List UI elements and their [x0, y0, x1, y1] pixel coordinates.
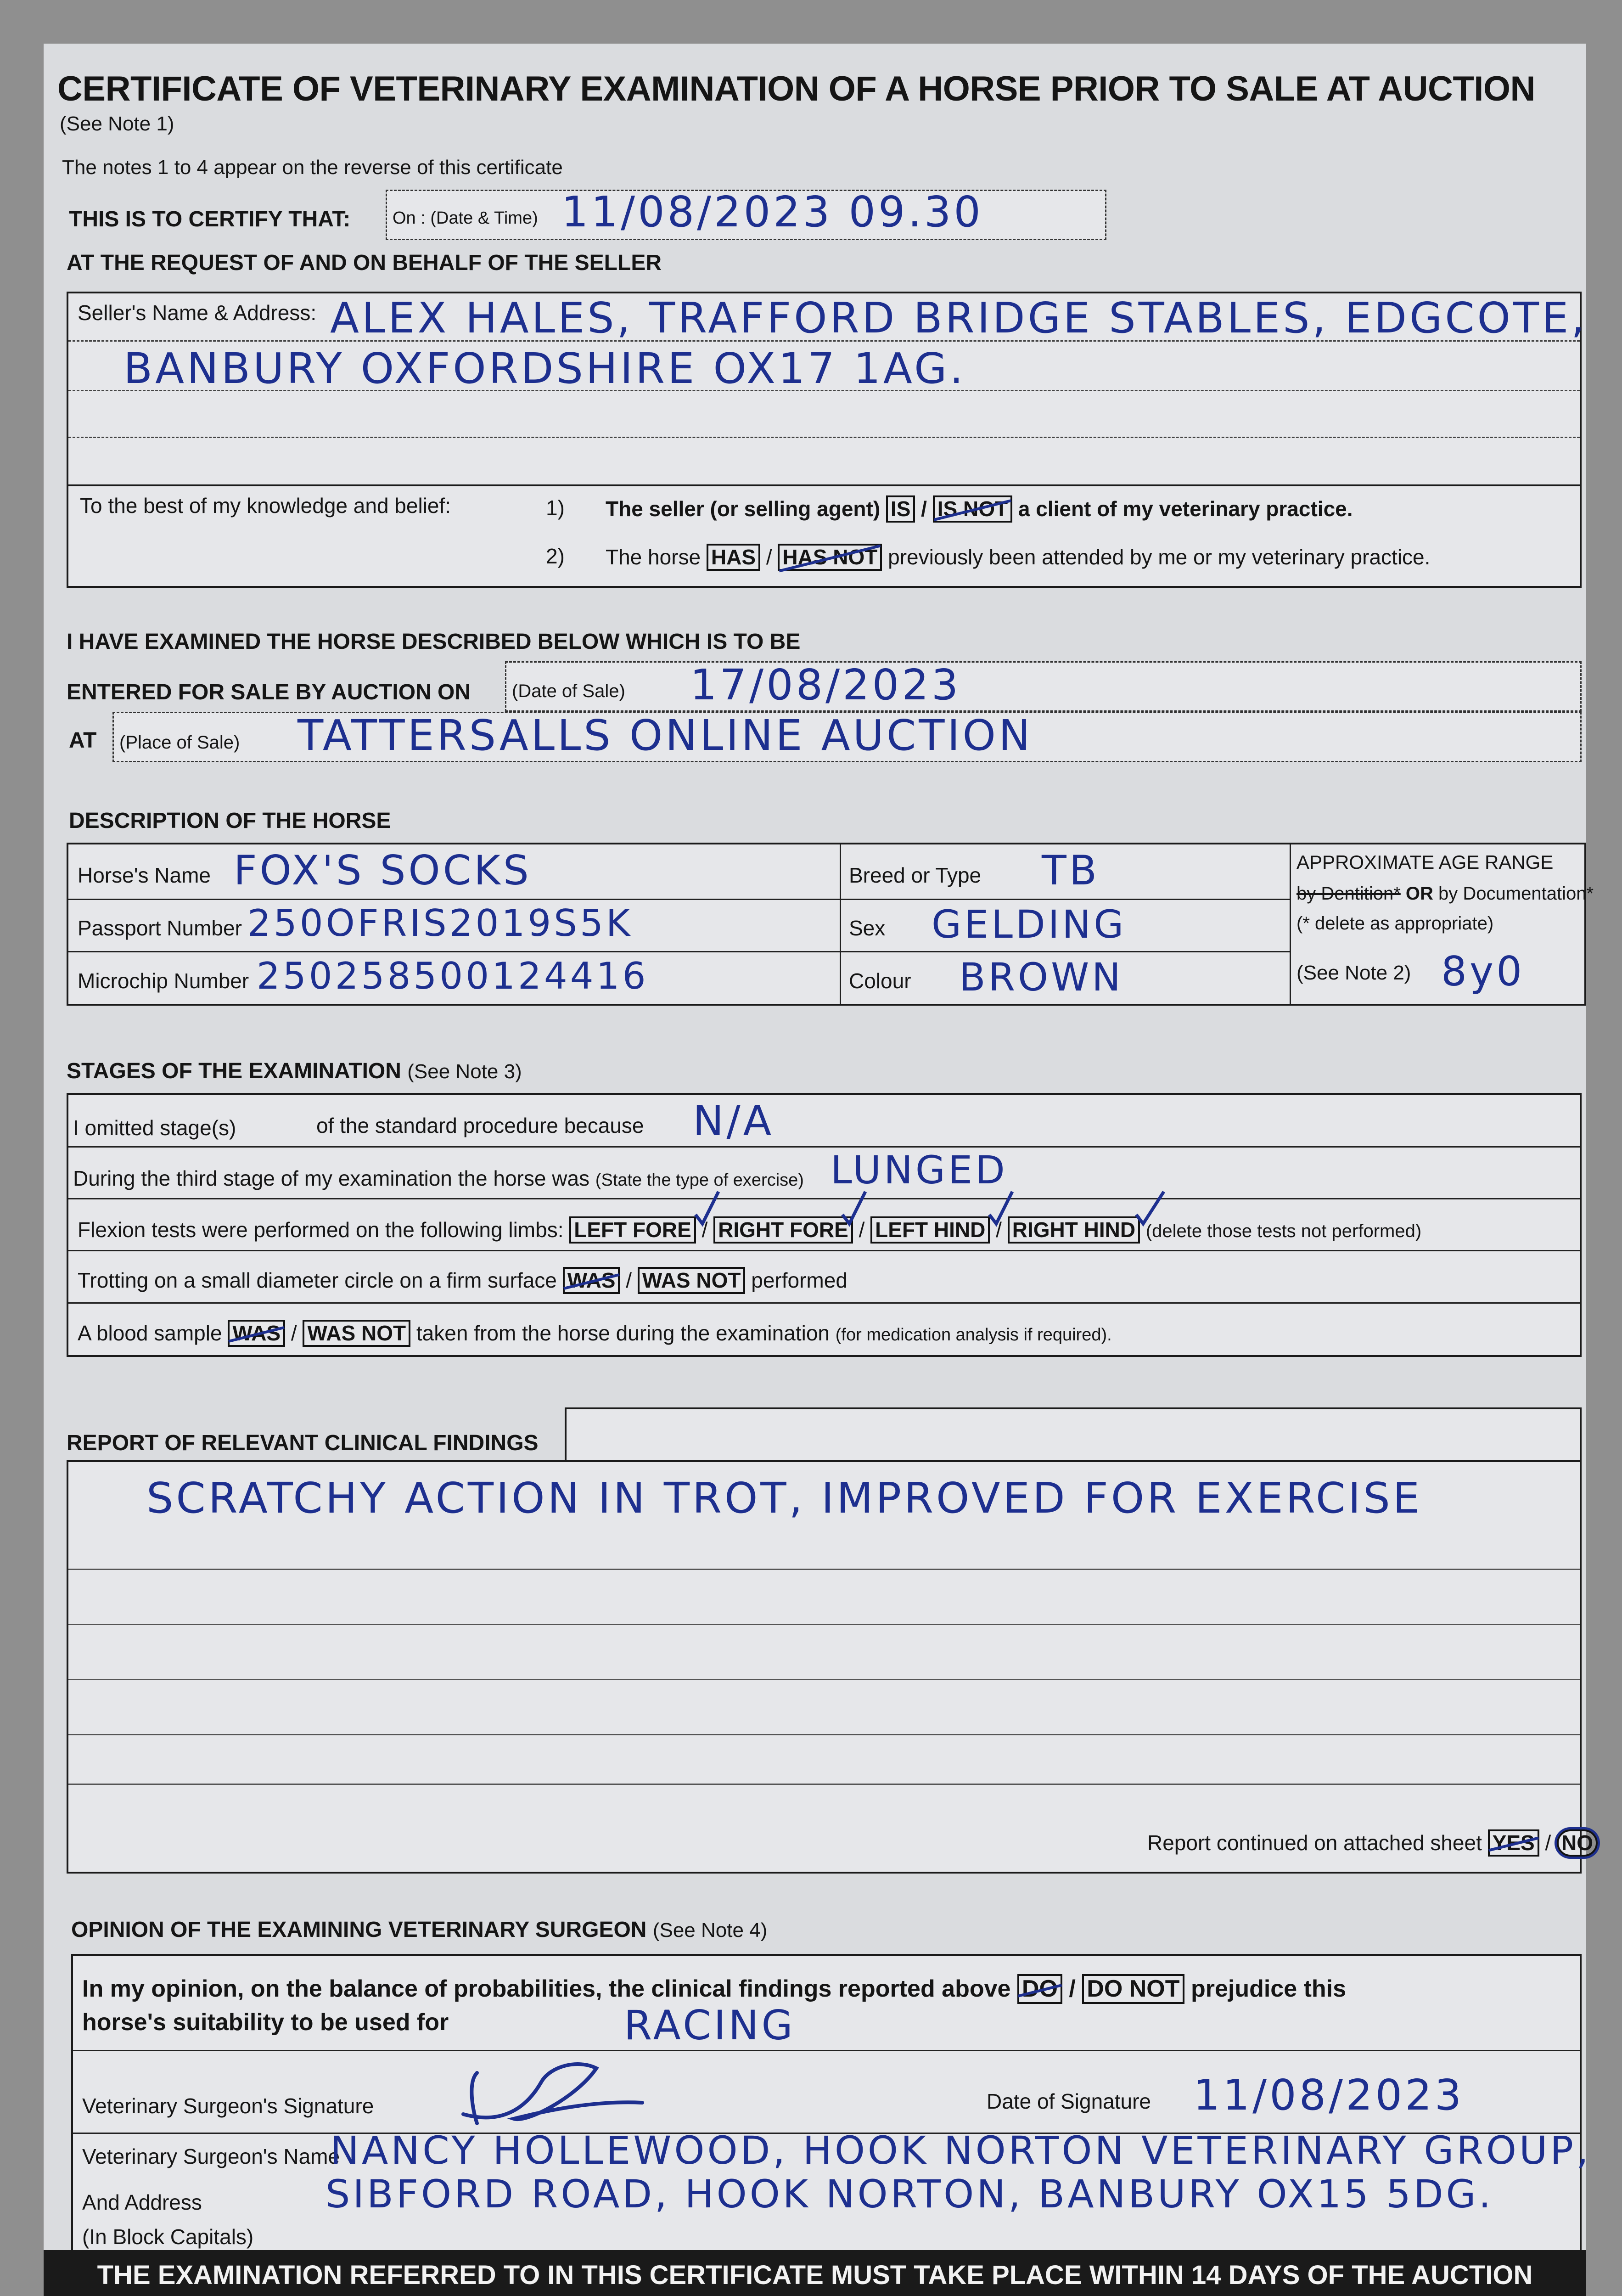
third-stage-value: LUNGED [831, 1148, 1008, 1193]
opinion-line-1 [82, 1974, 1346, 2004]
slash: / [1545, 1831, 1551, 1855]
horse-attended-text: The horse [606, 545, 701, 569]
vet-address-label: And Address [82, 2190, 202, 2214]
age-by-documentation[interactable]: by Documentation* [1438, 884, 1594, 904]
check-icon [1136, 1192, 1164, 1224]
certify-label: THIS IS TO CERTIFY THAT: [69, 207, 351, 231]
place-of-sale-field[interactable] [112, 712, 1582, 762]
stages-see-note: (See Note 3) [407, 1060, 522, 1083]
date-signature-label: Date of Signature [987, 2089, 1151, 2113]
option-has[interactable]: HAS [707, 544, 760, 571]
horse-name-value: FOX'S SOCKS [234, 847, 532, 894]
seller-address-line2: BANBURY OXFORDSHIRE OX17 1AG. [123, 344, 966, 393]
blood-post: taken from the horse during the examination [416, 1321, 830, 1345]
continued-label: Report continued on attached sheet [1147, 1831, 1482, 1855]
findings-title: REPORT OF RELEVANT CLINICAL FINDINGS [67, 1431, 539, 1455]
seller-client-line [606, 495, 1353, 523]
check-icon [842, 1192, 865, 1224]
slash: / [702, 1218, 708, 1242]
continued-option-no[interactable]: NO [1557, 1829, 1598, 1857]
age-delete-hint: (* delete as appropriate) [1296, 913, 1494, 934]
sex-value: GELDING [932, 902, 1127, 947]
signature-label: Veterinary Surgeon's Signature [82, 2094, 374, 2118]
findings-text: SCRATCHY ACTION IN TROT, IMPROVED FOR EXERCISE [146, 1474, 1422, 1523]
option-is-not[interactable]: IS NOT [933, 495, 1012, 523]
horse-attended-line [606, 544, 1430, 571]
seller-section [67, 292, 1588, 488]
vet-address-line2: SIBFORD ROAD, HOOK NORTON, BANBURY OX15 5DG. [326, 2172, 1494, 2217]
age-title: APPROXIMATE AGE RANGE [1296, 851, 1554, 873]
omitted-value: N/A [693, 1097, 775, 1145]
seller-client-post: a client of my veterinary practice. [1018, 497, 1353, 521]
limb-checkmarks [686, 1187, 1191, 1228]
limb-left-hind[interactable]: LEFT HIND [870, 1216, 990, 1244]
date-time-value: 11/08/2023 09.30 [561, 187, 983, 236]
opinion-see-note: (See Note 4) [652, 1919, 768, 1941]
date-time-field[interactable] [386, 187, 1106, 240]
opinion-option-do[interactable]: DO [1017, 1974, 1062, 2004]
block-capitals-hint: (In Block Capitals) [82, 2225, 254, 2249]
slash: / [921, 497, 927, 521]
stages-title: STAGES OF THE EXAMINATION [67, 1059, 401, 1083]
knowledge-section [67, 484, 1582, 588]
footer-banner: THE EXAMINATION REFERRED TO IN THIS CERTIFICATE MUST TAKE PLACE WITHIN 14 DAYS OF THE AUCTION [44, 2250, 1586, 2296]
horse-attended-post: previously been attended by me or my veterinary practice. [888, 545, 1431, 569]
horse-name-label: Horse's Name [78, 863, 211, 887]
vet-signature [459, 2054, 651, 2133]
continued-option-yes[interactable]: YES [1488, 1829, 1539, 1857]
vet-name-label: Veterinary Surgeon's Name [82, 2144, 340, 2168]
age-or: OR [1405, 884, 1433, 904]
date-of-sale-field[interactable] [505, 661, 1582, 712]
knowledge-label: To the best of my knowledge and belief: [80, 494, 451, 518]
item2-number: 2) [546, 544, 565, 568]
slash: / [626, 1268, 632, 1292]
blood-option-was-not[interactable]: WAS NOT [303, 1320, 410, 1347]
option-has-not[interactable]: HAS NOT [778, 544, 882, 571]
slash: / [291, 1321, 297, 1345]
check-icon [989, 1192, 1012, 1224]
date-of-sale-label: (Date of Sale) [512, 681, 625, 701]
breed-value: TB [1042, 847, 1100, 894]
trot-option-was-not[interactable]: WAS NOT [638, 1267, 746, 1294]
omitted-reason-label: of the standard procedure because [316, 1114, 644, 1137]
findings-box[interactable] [67, 1460, 1594, 1874]
opinion-box [71, 1954, 1591, 2262]
passport-label: Passport Number [78, 916, 242, 940]
notes-text: The notes 1 to 4 appear on the reverse of this certificate [62, 156, 563, 179]
page-title: CERTIFICATE OF VETERINARY EXAMINATION OF A HORSE PRIOR TO SALE AT AUCTION [57, 69, 1535, 108]
opinion-text-post: prejudice this [1190, 1975, 1347, 2002]
slash: / [859, 1218, 865, 1242]
trot-option-was[interactable]: WAS [563, 1267, 620, 1294]
description-title: DESCRIPTION OF THE HORSE [69, 809, 391, 833]
option-is[interactable]: IS [886, 495, 915, 523]
vet-address-line1: NANCY HOLLEWOOD, HOOK NORTON VETERINARY GROUP, [330, 2128, 1591, 2173]
examined-label: I HAVE EXAMINED THE HORSE DESCRIBED BELOW WHICH IS TO BE [67, 630, 801, 654]
seller-client-text: The seller (or selling agent) [606, 497, 881, 521]
slash: / [1069, 1975, 1076, 2002]
date-signature-value: 11/08/2023 [1193, 2071, 1465, 2120]
suitable-use-value: RACING [624, 2002, 796, 2049]
flexion-label: Flexion tests were performed on the following limbs: [78, 1218, 564, 1242]
entered-label: ENTERED FOR SALE BY AUCTION ON [67, 680, 471, 704]
limb-right-hind[interactable]: RIGHT HIND [1008, 1216, 1140, 1244]
continued-line [1147, 1829, 1598, 1857]
request-label: AT THE REQUEST OF AND ON BEHALF OF THE SELLER [67, 251, 662, 275]
flexion-hint: (delete those tests not performed) [1145, 1221, 1422, 1241]
certificate-page [44, 44, 1594, 2296]
slash: / [996, 1218, 1002, 1242]
at-label: AT [69, 728, 97, 753]
limb-right-fore[interactable]: RIGHT FORE [713, 1216, 853, 1244]
date-of-sale-value: 17/08/2023 [690, 660, 961, 709]
see-note-1: (See Note 1) [60, 113, 174, 135]
seller-address-line1: ALEX HALES, TRAFFORD BRIDGE STABLES, EDGCOTE, [330, 293, 1588, 343]
opinion-title-line [71, 1917, 767, 1942]
trot-line [78, 1267, 847, 1294]
microchip-value: 250258500124416 [257, 955, 649, 997]
date-time-label: On : (Date & Time) [393, 208, 538, 228]
blood-line [78, 1320, 1112, 1347]
age-by-dentition[interactable]: by Dentition* [1296, 884, 1401, 904]
age-value: 8y0 [1441, 948, 1525, 995]
opinion-line-2: horse's suitability to be used for [82, 2009, 449, 2036]
blood-label: A blood sample [78, 1321, 222, 1345]
microchip-label: Microchip Number [78, 969, 249, 993]
blood-hint: (for medication analysis if required). [835, 1325, 1112, 1345]
age-method-line [1296, 884, 1594, 904]
place-of-sale-label: (Place of Sale) [119, 732, 240, 753]
passport-value: 250OFRIS2019S5K [247, 902, 633, 945]
opinion-title: OPINION OF THE EXAMINING VETERINARY SURGEON [71, 1918, 647, 1942]
breed-label: Breed or Type [849, 863, 982, 887]
blood-option-was[interactable]: WAS [228, 1320, 285, 1347]
place-of-sale-value: TATTERSALLS ONLINE AUCTION [297, 711, 1033, 760]
item1-number: 1) [546, 496, 565, 520]
findings-title-frame [565, 1407, 1582, 1463]
seller-name-label: Seller's Name & Address: [78, 301, 317, 325]
sex-label: Sex [849, 916, 886, 940]
third-stage-hint: (State the type of exercise) [595, 1171, 804, 1190]
age-see-note: (See Note 2) [1296, 962, 1411, 984]
check-icon [696, 1192, 718, 1224]
colour-label: Colour [849, 969, 911, 993]
trot-label: Trotting on a small diameter circle on a firm surface [78, 1268, 557, 1292]
slash: / [766, 545, 772, 569]
omitted-label: I omitted stage(s) [73, 1116, 236, 1140]
opinion-text: In my opinion, on the balance of probabilities, the clinical findings reported above [82, 1975, 1011, 2002]
opinion-option-do-not[interactable]: DO NOT [1082, 1974, 1184, 2004]
horse-description-table [67, 843, 1594, 1006]
stages-title-line [67, 1058, 522, 1084]
colour-value: BROWN [959, 955, 1124, 1000]
third-stage-label: During the third stage of my examination the horse was [73, 1166, 590, 1190]
trot-post: performed [751, 1268, 847, 1292]
limb-left-fore[interactable]: LEFT FORE [569, 1216, 696, 1244]
